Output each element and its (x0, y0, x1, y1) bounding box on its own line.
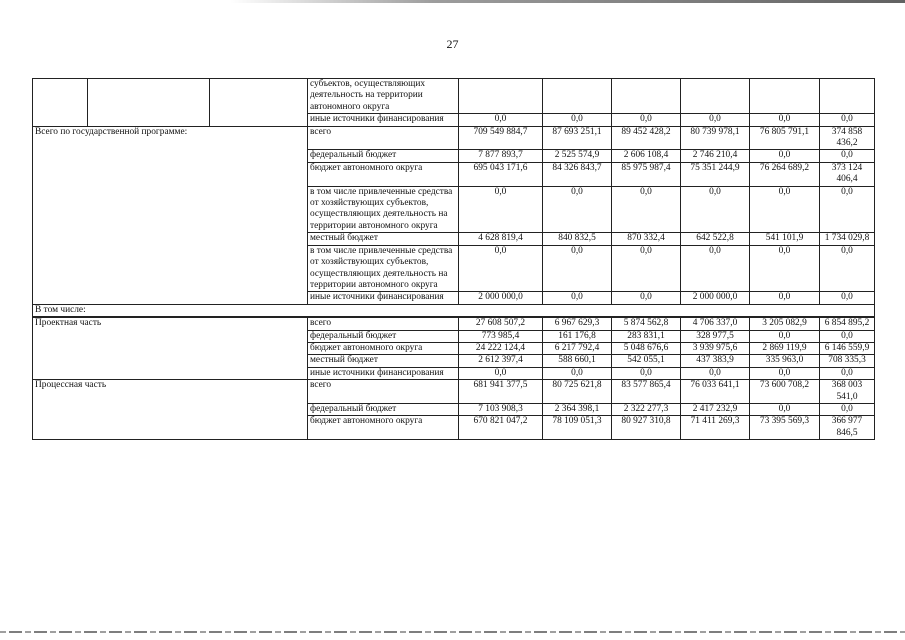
value-cell: 0,0 (543, 292, 612, 304)
value-cell: 335 963,0 (750, 355, 820, 367)
value-cell: 0,0 (750, 186, 820, 233)
value-cell: 161 176,8 (543, 330, 612, 342)
value-cell: 0,0 (459, 114, 543, 126)
source-label: бюджет автономного округа (308, 416, 459, 440)
value-cell: 437 383,9 (681, 355, 750, 367)
value-cell: 3 205 082,9 (750, 317, 820, 330)
value-cell: 73 395 569,3 (750, 416, 820, 440)
value-cell: 0,0 (820, 150, 875, 162)
table-row (33, 380, 875, 404)
source-label: иные источники финансирования (308, 114, 459, 126)
scan-edge-top (230, 0, 905, 3)
value-cell (459, 79, 543, 114)
value-cell: 0,0 (820, 403, 875, 415)
value-cell: 2 746 210,4 (681, 150, 750, 162)
source-label: в том числе привлеченные средства от хозяйствующих субъектов, осуществляющих деятельность на территории автономного округа (308, 186, 459, 233)
section-label: В том числе: (33, 304, 875, 317)
value-cell: 0,0 (612, 186, 681, 233)
value-cell: 870 332,4 (612, 233, 681, 245)
value-cell: 0,0 (543, 245, 612, 292)
value-cell: 328 977,5 (681, 330, 750, 342)
source-label: субъектов, осуществляющих деятельность на территории автономного округа (308, 79, 459, 114)
page-number: 27 (446, 37, 459, 51)
value-cell: 5 874 562,8 (612, 317, 681, 330)
value-cell: 84 326 843,7 (543, 162, 612, 186)
source-label: местный бюджет (308, 233, 459, 245)
value-cell: 642 522,8 (681, 233, 750, 245)
value-cell (543, 79, 612, 114)
value-cell: 6 967 629,3 (543, 317, 612, 330)
source-label: федеральный бюджет (308, 150, 459, 162)
value-cell: 7 877 893,7 (459, 150, 543, 162)
value-cell (750, 79, 820, 114)
value-cell: 670 821 047,2 (459, 416, 543, 440)
value-cell: 0,0 (750, 245, 820, 292)
empty-cell (210, 79, 308, 127)
value-cell: 6 217 792,4 (543, 342, 612, 354)
value-cell: 588 660,1 (543, 355, 612, 367)
value-cell: 0,0 (612, 114, 681, 126)
value-cell: 1 734 029,8 (820, 233, 875, 245)
value-cell: 708 335,3 (820, 355, 875, 367)
value-cell: 78 109 051,3 (543, 416, 612, 440)
value-cell: 6 146 559,9 (820, 342, 875, 354)
table-row (33, 304, 875, 317)
value-cell: 0,0 (681, 245, 750, 292)
value-cell: 773 985,4 (459, 330, 543, 342)
table-row (33, 79, 875, 114)
value-cell: 0,0 (543, 186, 612, 233)
value-cell: 681 941 377,5 (459, 380, 543, 404)
value-cell: 6 854 895,2 (820, 317, 875, 330)
source-label: федеральный бюджет (308, 330, 459, 342)
value-cell: 76 264 689,2 (750, 162, 820, 186)
value-cell: 0,0 (543, 367, 612, 379)
value-cell: 2 322 277,3 (612, 403, 681, 415)
value-cell: 2 000 000,0 (459, 292, 543, 304)
value-cell: 85 975 987,4 (612, 162, 681, 186)
source-label: всего (308, 126, 459, 150)
value-cell: 2 417 232,9 (681, 403, 750, 415)
value-cell: 373 124 406,4 (820, 162, 875, 186)
source-label: бюджет автономного округа (308, 342, 459, 354)
value-cell: 2 606 108,4 (612, 150, 681, 162)
value-cell: 0,0 (820, 186, 875, 233)
value-cell: 76 805 791,1 (750, 126, 820, 150)
value-cell: 76 033 641,1 (681, 380, 750, 404)
source-label: в том числе привлеченные средства от хозяйствующих субъектов, осуществляющих деятельность на территории автономного округа (308, 245, 459, 292)
value-cell: 0,0 (750, 330, 820, 342)
value-cell: 0,0 (612, 245, 681, 292)
value-cell: 0,0 (459, 367, 543, 379)
value-cell: 2 869 119,9 (750, 342, 820, 354)
value-cell: 71 411 269,3 (681, 416, 750, 440)
value-cell: 4 628 819,4 (459, 233, 543, 245)
value-cell: 0,0 (820, 292, 875, 304)
source-label: иные источники финансирования (308, 292, 459, 304)
value-cell: 374 858 436,2 (820, 126, 875, 150)
value-cell: 0,0 (820, 114, 875, 126)
value-cell: 80 927 310,8 (612, 416, 681, 440)
value-cell: 366 977 846,5 (820, 416, 875, 440)
value-cell: 89 452 428,2 (612, 126, 681, 150)
value-cell: 0,0 (612, 367, 681, 379)
source-label: федеральный бюджет (308, 403, 459, 415)
source-label: бюджет автономного округа (308, 162, 459, 186)
scan-edge-bottom (0, 631, 905, 633)
table-row (33, 317, 875, 330)
value-cell: 80 725 621,8 (543, 380, 612, 404)
budget-table (32, 78, 875, 440)
value-cell: 0,0 (612, 292, 681, 304)
group-label: Процессная часть (33, 380, 308, 440)
value-cell: 27 608 507,2 (459, 317, 543, 330)
value-cell: 83 577 865,4 (612, 380, 681, 404)
value-cell: 24 222 124,4 (459, 342, 543, 354)
source-label: иные источники финансирования (308, 367, 459, 379)
value-cell: 80 739 978,1 (681, 126, 750, 150)
value-cell (612, 79, 681, 114)
value-cell: 541 101,9 (750, 233, 820, 245)
value-cell: 840 832,5 (543, 233, 612, 245)
value-cell: 4 706 337,0 (681, 317, 750, 330)
value-cell: 2 000 000,0 (681, 292, 750, 304)
value-cell: 542 055,1 (612, 355, 681, 367)
value-cell: 695 043 171,6 (459, 162, 543, 186)
value-cell: 0,0 (750, 403, 820, 415)
value-cell: 0,0 (750, 114, 820, 126)
value-cell: 2 612 397,4 (459, 355, 543, 367)
value-cell: 0,0 (820, 367, 875, 379)
value-cell (681, 79, 750, 114)
value-cell: 709 549 884,7 (459, 126, 543, 150)
value-cell: 0,0 (820, 245, 875, 292)
value-cell: 0,0 (681, 186, 750, 233)
value-cell: 0,0 (681, 367, 750, 379)
value-cell: 87 693 251,1 (543, 126, 612, 150)
empty-cell (88, 79, 210, 127)
value-cell: 283 831,1 (612, 330, 681, 342)
source-label: местный бюджет (308, 355, 459, 367)
value-cell: 0,0 (459, 186, 543, 233)
empty-cell (33, 79, 88, 127)
source-label: всего (308, 317, 459, 330)
source-label: всего (308, 380, 459, 404)
value-cell: 0,0 (750, 292, 820, 304)
value-cell: 368 003 541,0 (820, 380, 875, 404)
value-cell: 73 600 708,2 (750, 380, 820, 404)
value-cell: 0,0 (459, 245, 543, 292)
value-cell: 0,0 (750, 367, 820, 379)
value-cell: 3 939 975,6 (681, 342, 750, 354)
value-cell: 0,0 (750, 150, 820, 162)
value-cell: 7 103 908,3 (459, 403, 543, 415)
value-cell (820, 79, 875, 114)
table-row (33, 126, 875, 150)
budget-table-body (33, 79, 875, 440)
value-cell: 2 364 398,1 (543, 403, 612, 415)
group-label: Всего по государственной программе: (33, 126, 308, 304)
value-cell: 0,0 (681, 114, 750, 126)
value-cell: 75 351 244,9 (681, 162, 750, 186)
group-label: Проектная часть (33, 317, 308, 380)
value-cell: 5 048 676,6 (612, 342, 681, 354)
value-cell: 2 525 574,9 (543, 150, 612, 162)
value-cell: 0,0 (820, 330, 875, 342)
value-cell: 0,0 (543, 114, 612, 126)
